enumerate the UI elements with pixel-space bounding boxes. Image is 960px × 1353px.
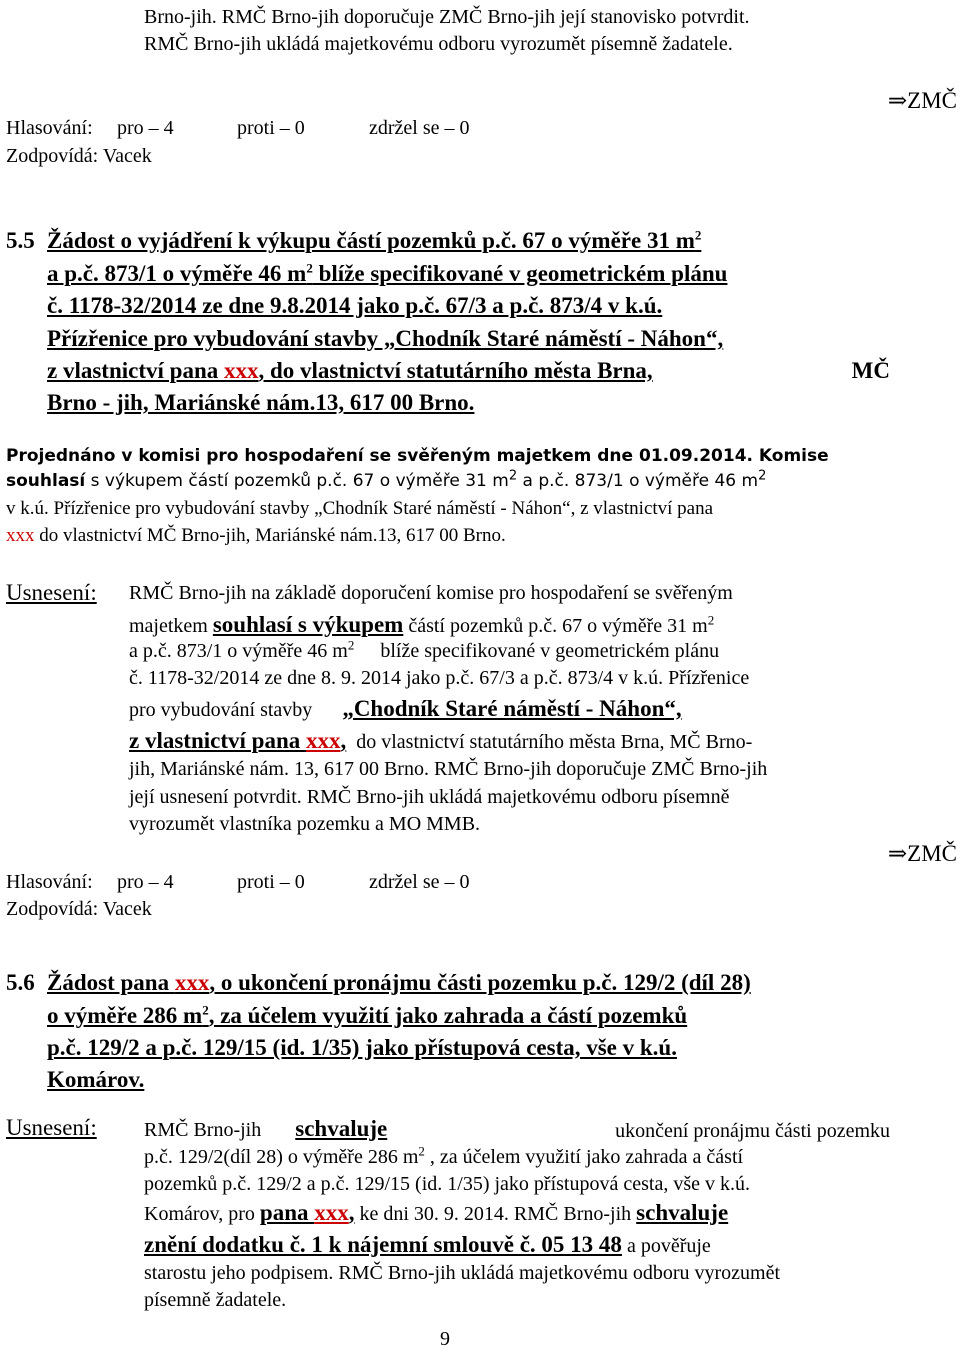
responsible-person-2: Zodpovídá: Vacek [6, 898, 152, 920]
vote-zdrzel: zdržel se – 0 [369, 117, 470, 139]
project-name: „Chodník Staré náměstí - Náhon“, [342, 696, 682, 721]
redacted-name: xxx [305, 728, 341, 753]
resolution-5-6-line-3: pozemků p.č. 129/2 a p.č. 129/15 (id. 1/35) jako přístupová cesta, vše v k.ú. [144, 1173, 750, 1195]
committee-line-3: v k.ú. Přízřenice pro vybudování stavby „Chodník Staré náměstí - Náhon“, z vlastnictví pana [6, 498, 714, 519]
arrow-icon: ⇒ [887, 88, 908, 113]
zmc-referral-1 [888, 88, 957, 114]
resolution-5-6-line-5: znění dodatku č. 1 k nájemní smlouvě č. 05 13 48 a pověřuje [144, 1232, 711, 1257]
resolution-5-5-line-5: pro vybudování stavby „Chodník Staré náměstí - Náhon“, [129, 696, 682, 721]
item-title-5-6-line-4: Komárov. [47, 1067, 145, 1092]
item-title-5-5-line-5: z vlastnictví pana xxx, do vlastnictví statutárního města Brna, MČ [47, 358, 890, 383]
vote-proti: proti – 0 [237, 117, 305, 139]
vote-zdrzel: zdržel se – 0 [369, 871, 470, 893]
zmc-referral-2 [888, 841, 957, 867]
resolution-5-6-line-2: p.č. 129/2(díl 28) o výměře 286 $m^2$ , za účelem využití jako zahrada a částí [144, 1143, 744, 1168]
redacted-name: xxx [314, 1200, 349, 1225]
item-title-5-5-line-4: Přízřenice pro vybudování stavby „Chodník Staré náměstí - Náhon“, [47, 326, 724, 351]
vote-line-1 [6, 117, 606, 143]
item-title-5-5-line-3: č. 1178-32/2014 ze dne 9.8.2014 jako p.č. 67/3 a p.č. 873/4 v k.ú. [47, 293, 663, 318]
resolution-5-5-line-8: její usnesení potvrdit. RMČ Brno-jih ukládá majetkovému odboru písemně [129, 786, 730, 808]
item-title-5-6-line-3: p.č. 129/2 a p.č. 129/15 (id. 1/35) jako přístupová cesta, vše v k.ú. [47, 1035, 677, 1060]
resolution-5-5-line-7: jih, Mariánské nám. 13, 617 00 Brno. RMČ Brno-jih doporučuje ZMČ Brno-jih [129, 758, 768, 780]
redacted-name: xxx [6, 525, 35, 546]
vote-line-2 [6, 871, 606, 897]
resolution-label-5-5: Usnesení: [6, 580, 97, 605]
committee-line-1: Projednáno v komisi pro hospodaření se svěřeným majetkem dne 01.09.2014. Komise [6, 446, 829, 466]
resolution-5-5-line-2: majetkem souhlasí s výkupem částí pozemků p.č. 67 o výměře 31 $m^2$ [129, 612, 715, 637]
resolution-5-5-line-4: č. 1178-32/2014 ze dne 8. 9. 2014 jako p.č. 67/3 a p.č. 873/4 v k.ú. Přízřenice [129, 667, 750, 689]
intro-line-1: Brno-jih. RMČ Brno-jih doporučuje ZMČ Brno-jih její stanovisko potvrdit. [144, 6, 750, 28]
page-number: 9 [440, 1328, 450, 1350]
resolution-label-5-6: Usnesení: [6, 1115, 97, 1140]
vote-pro: pro – 4 [117, 117, 174, 139]
resolution-5-6-line-4: Komárov, pro pana xxx, ke dni 30. 9. 2014. RMČ Brno-jih schvaluje [144, 1200, 729, 1225]
item-title-5-5-line-1: Žádost o vyjádření k výkupu částí pozemků p.č. 67 o výměře 31 $m^2$ [47, 227, 702, 253]
vote-label: Hlasování: [6, 117, 93, 139]
vote-label: Hlasování: [6, 871, 93, 893]
redacted-name: xxx [223, 358, 259, 383]
resolution-5-5-line-9: vyrozumět vlastníka pozemku a MO MMB. [129, 813, 481, 835]
zmc-label: ZMČ [907, 88, 957, 113]
resolution-5-6-line-7: písemně žadatele. [144, 1289, 287, 1311]
item-number-5-6: 5.6 [6, 970, 35, 995]
item-title-5-5-line-6: Brno - jih, Mariánské nám.13, 617 00 Brno. [47, 390, 475, 415]
intro-line-2: RMČ Brno-jih ukládá majetkovému odboru vyrozumět písemně žadatele. [144, 33, 733, 55]
item-title-5-5-line-2: a p.č. 873/1 o výměře 46 $m^2$ blíže specifikované v geometrickém plánu [47, 260, 728, 286]
vote-pro: pro – 4 [117, 871, 174, 893]
keyword-souhlasi: souhlasí s výkupem [212, 612, 404, 637]
keyword-schvaluje: schvaluje [636, 1200, 729, 1225]
resolution-5-5-line-3: a p.č. 873/1 o výměře 46 $m^2$ blíže specifikované v geometrickém plánu [129, 637, 720, 662]
vote-proti: proti – 0 [237, 871, 305, 893]
resolution-5-5-line-1: RMČ Brno-jih na základě doporučení komise pro hospodaření se svěřeným [129, 582, 733, 604]
redacted-name: xxx [174, 970, 210, 995]
item-title-5-6-line-2: o výměře 286 $m^2$, za účelem využití jako zahrada a částí pozemků [47, 1002, 688, 1028]
zmc-label: ZMČ [907, 841, 957, 866]
committee-line-2: souhlasí s výkupem částí pozemků p.č. 67 o výměře 31 $m^2$ a p.č. 873/1 o výměře 46 $m^2$ [6, 468, 767, 491]
keyword-schvaluje: schvaluje [295, 1116, 388, 1141]
item-title-5-6-line-1: Žádost pana xxx, o ukončení pronájmu části pozemku p.č. 129/2 (díl 28) [47, 970, 751, 995]
committee-line-4: xxx do vlastnictví MČ Brno-jih, Mariánské nám.13, 617 00 Brno. [6, 525, 506, 546]
arrow-icon: ⇒ [887, 841, 908, 866]
item-number-5-5: 5.5 [6, 228, 35, 253]
contract-amendment: znění dodatku č. 1 k nájemní smlouvě č. 05 13 48 [144, 1232, 622, 1257]
resolution-5-5-line-6: z vlastnictví pana xxx, do vlastnictví statutárního města Brna, MČ Brno- [129, 728, 753, 753]
responsible-person-1: Zodpovídá: Vacek [6, 145, 152, 167]
resolution-5-6-line-1: RMČ Brno-jih schvaluje ukončení pronájmu části pozemku [144, 1116, 890, 1142]
resolution-5-6-line-6: starostu jeho podpisem. RMČ Brno-jih ukládá majetkovému odboru vyrozumět [144, 1262, 781, 1284]
